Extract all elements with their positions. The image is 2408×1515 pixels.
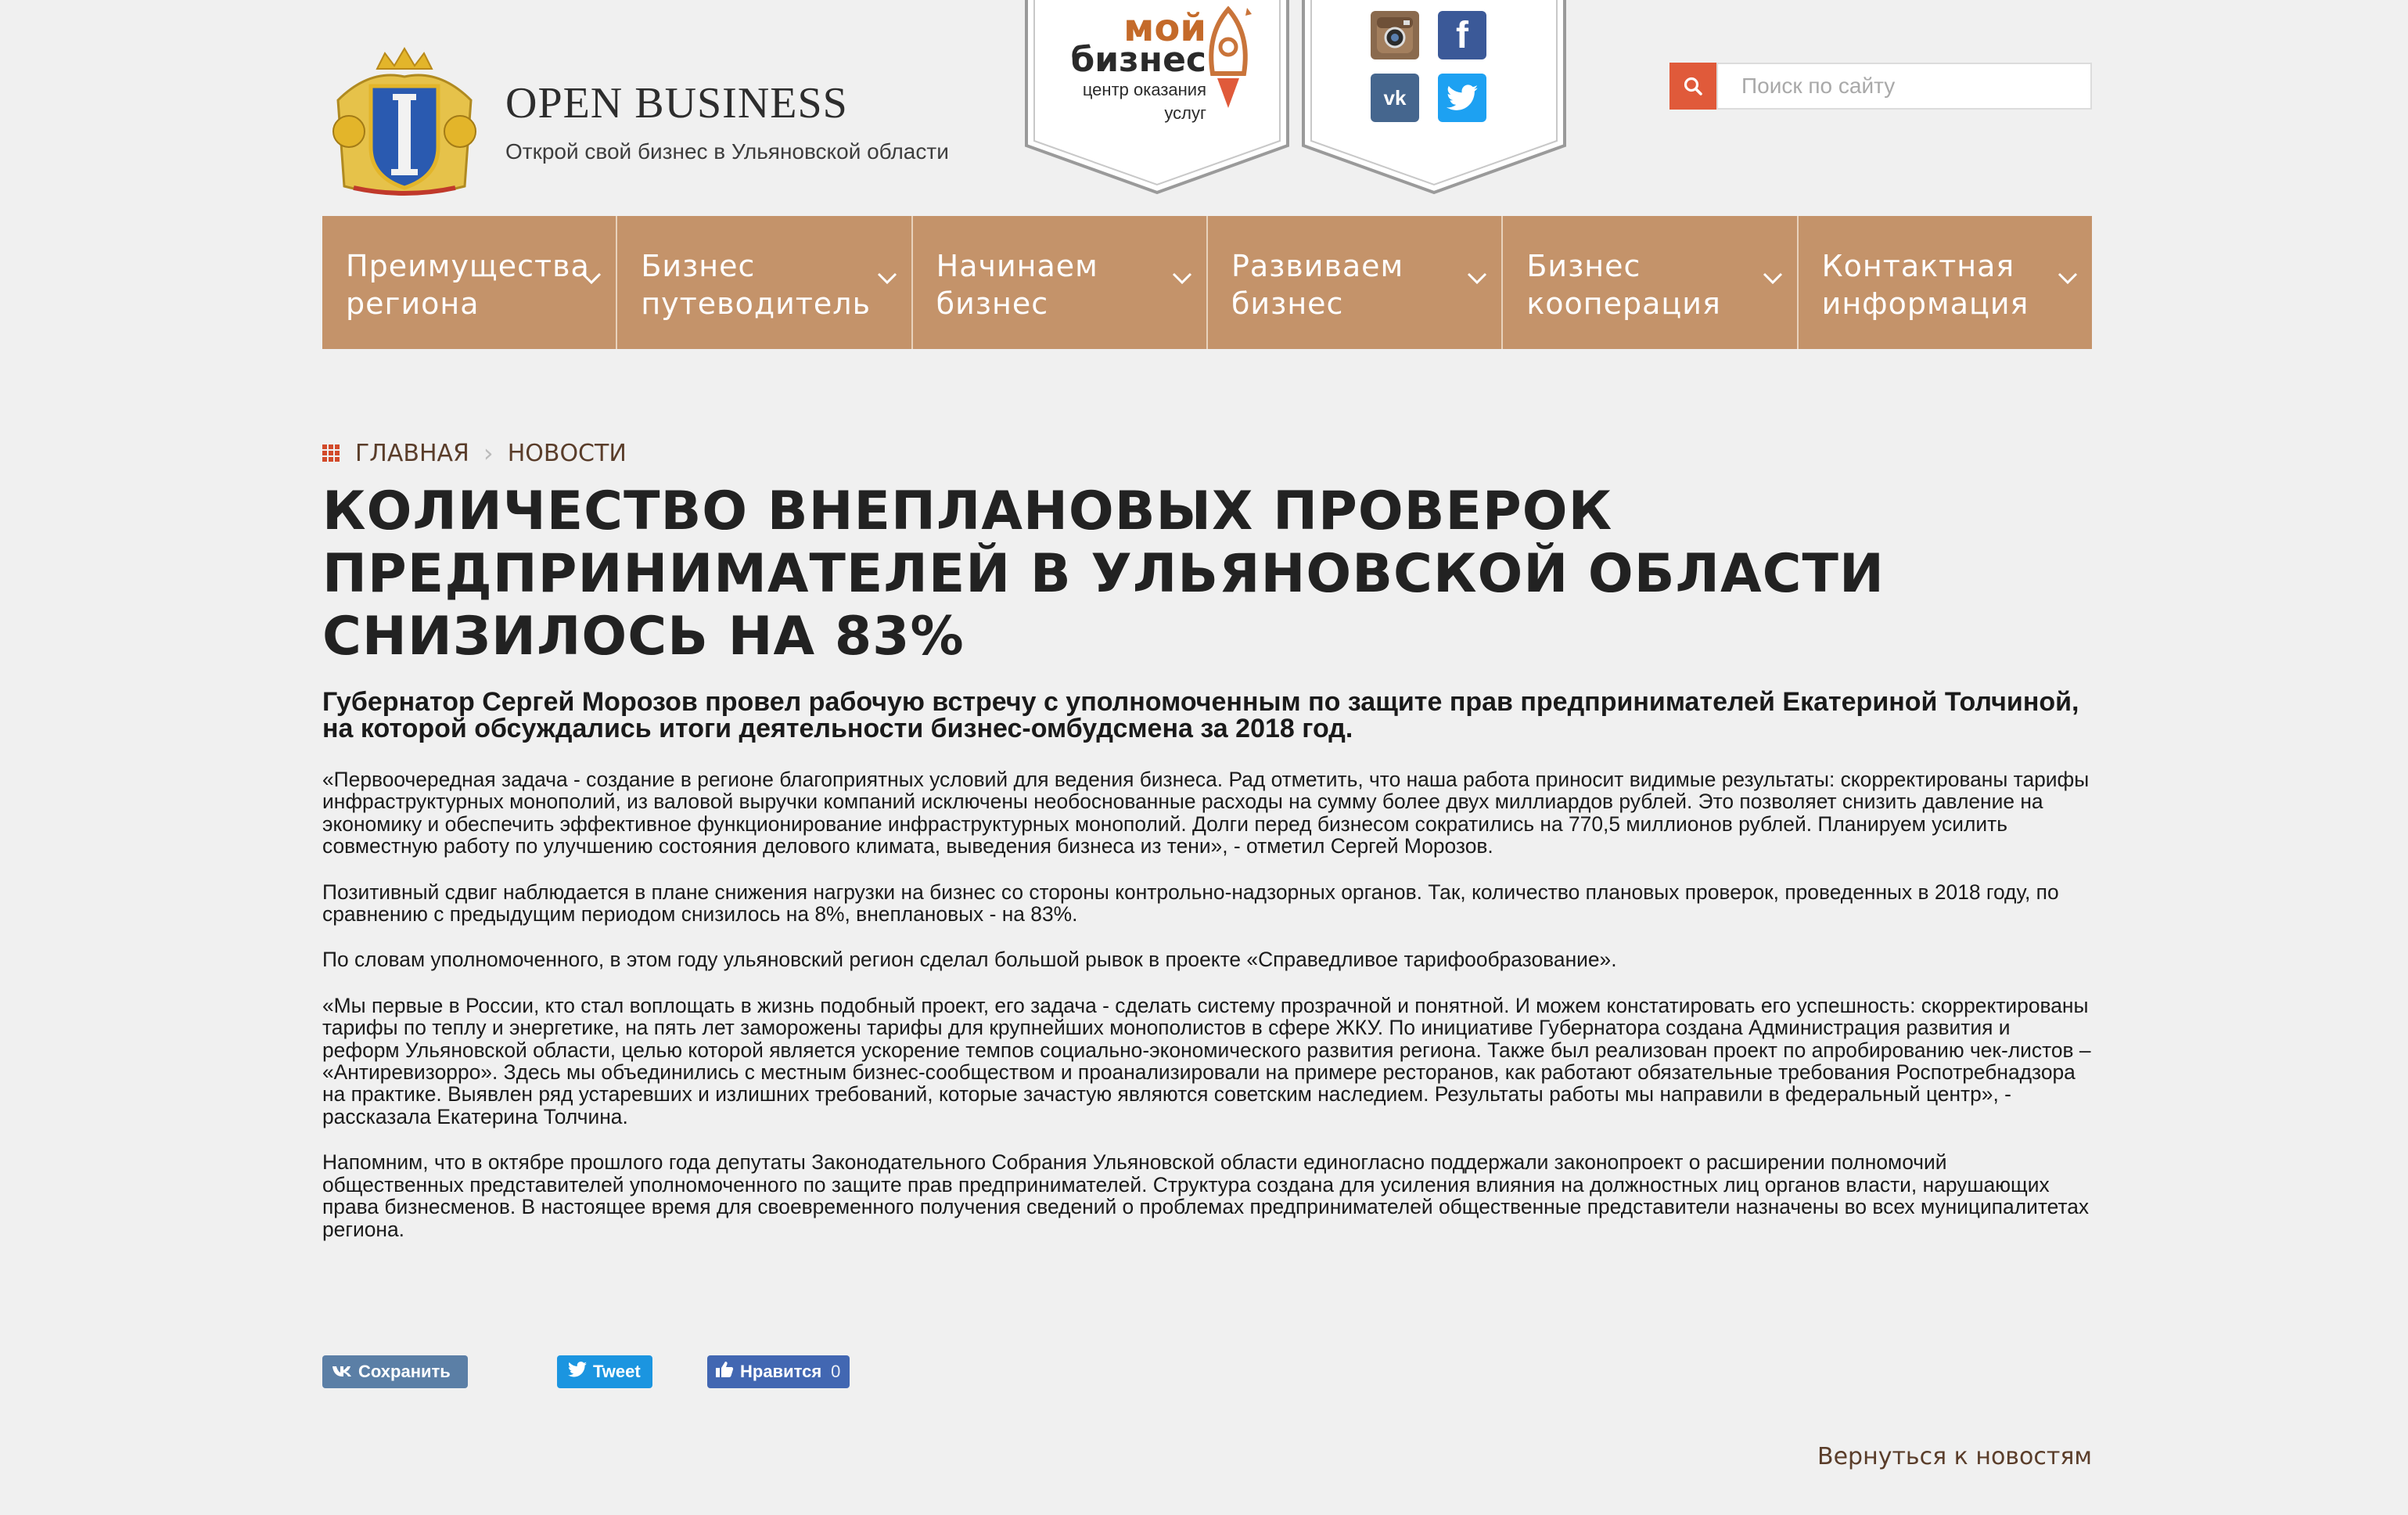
- chevron-down-icon: [1172, 272, 1192, 285]
- grid-icon: [322, 444, 340, 462]
- article-lead: Губернатор Сергей Морозов провел рабочую встречу с уполномоченным по защите прав предпринимателей Екатериной Толчиной, на которой обсуждались итоги деятельности бизнес-омбудсмена за 2018 год.: [322, 687, 2079, 743]
- tweet-button[interactable]: [557, 1355, 652, 1388]
- site-logo[interactable]: [322, 45, 949, 202]
- instagram-icon[interactable]: [1371, 11, 1419, 59]
- nav-item-label: Бизнес путеводитель: [641, 249, 871, 321]
- nav-item-label: Бизнес кооперация: [1526, 249, 1721, 321]
- nav-item-develop-business[interactable]: [1208, 216, 1503, 349]
- moi-biznes-badge[interactable]: [1023, 0, 1291, 196]
- back-to-news-link[interactable]: Вернуться к новостям: [1817, 1443, 2092, 1470]
- site-search: [1669, 63, 2092, 110]
- twitter-icon[interactable]: [1438, 74, 1486, 122]
- moi-biznes-line3: центр оказания: [1082, 80, 1206, 99]
- page-title: КОЛИЧЕСТВО ВНЕПЛАНОВЫХ ПРОВЕРОК ПРЕДПРИНИМАТЕЛЕЙ В УЛЬЯНОВСКОЙ ОБЛАСТИ СНИЗИЛОСЬ НА 83%: [322, 480, 1885, 668]
- article-paragraph: Напомним, что в октябре прошлого года депутаты Законодательного Собрания Ульяновской области единогласно поддержали законопроект о расширении полномочий общественных представителей уполномоченного по защите прав предпринимателей. Структура создана для усиления влияния на должностных лиц органов власти, нарушающих права бизнесменов. В настоящее время для своевременного получения сведений о проблемах предпринимателей общественные представители назначены во всех муниципалитетах региона.: [322, 1150, 2090, 1241]
- fb-like-button[interactable]: [707, 1355, 850, 1388]
- badge-frame: [1300, 0, 1568, 196]
- nav-item-business-guide[interactable]: [617, 216, 912, 349]
- breadcrumb-current[interactable]: НОВОСТИ: [507, 439, 627, 467]
- moi-biznes-line1: мой: [1123, 6, 1206, 50]
- search-button[interactable]: [1669, 63, 1716, 110]
- social-badge: [1300, 0, 1568, 196]
- vk-save-button[interactable]: [322, 1355, 468, 1388]
- chevron-down-icon: [1467, 272, 1487, 285]
- moi-biznes-line2: бизнес: [1070, 40, 1206, 80]
- nav-item-region-advantages[interactable]: [322, 216, 617, 349]
- article-paragraph: Позитивный сдвиг наблюдается в плане снижения нагрузки на бизнес со стороны контрольно-надзорных органов. Так, количество плановых проверок, проведенных в 2018 году, по сравнению с предыдущим периодом снизилось на 8%, внеплановых - на 83%.: [322, 880, 2059, 927]
- fb-like-label: Нравится: [740, 1362, 822, 1381]
- brand-name: OPEN BUSINESS: [505, 79, 848, 128]
- search-icon: [1683, 76, 1703, 96]
- nav-item-label: Контактная информация: [1821, 249, 2029, 321]
- article-paragraph: По словам уполномоченного, в этом году ульяновский регион сделал большой рывок в проекте «Справедливое тарифообразование».: [322, 948, 1617, 972]
- vk-icon[interactable]: [1371, 74, 1419, 122]
- chevron-down-icon: [2058, 272, 2078, 285]
- nav-item-start-business[interactable]: [913, 216, 1208, 349]
- nav-item-label: Развиваем бизнес: [1231, 249, 1404, 321]
- thumbs-up-icon: [715, 1361, 734, 1383]
- brand-text: [505, 81, 949, 164]
- rocket-icon: [1197, 3, 1260, 121]
- article-body: [322, 768, 2092, 1264]
- nav-item-label: Начинаем бизнес: [936, 249, 1098, 321]
- brand-subtitle: Открой свой бизнес в Ульяновской области: [505, 139, 949, 164]
- moi-biznes-text: [1050, 6, 1206, 124]
- vk-glyph: vk: [1383, 85, 1407, 110]
- twitter-icon: [568, 1362, 587, 1382]
- nav-item-business-cooperation[interactable]: [1503, 216, 1798, 349]
- tweet-label: Tweet: [593, 1362, 641, 1381]
- vk-save-label: Сохранить: [358, 1362, 451, 1381]
- nav-item-contacts[interactable]: [1799, 216, 2092, 349]
- fb-like-count: 0: [831, 1362, 841, 1381]
- article-paragraph: «Первоочередная задача - создание в регионе благоприятных условий для ведения бизнеса. Рад отметить, что наша работа приносит видимые результаты: скорректированы тарифы инфраструктурных монополий, из валовой выручки компаний исключены необоснованные расходы на сумму более двух миллиардов рублей. Это позволяет снизить давление на экономику и обеспечить эффективное функционирование инфраструктурных монополий. Долги перед бизнесом сократились на 770,5 миллионов рублей. Планируем усилить совместную работу по улучшению состояния делового климата, выведения бизнеса из тени», - отметил Сергей Морозов.: [322, 768, 2090, 858]
- vk-icon: [332, 1362, 352, 1382]
- facebook-icon[interactable]: [1438, 11, 1486, 59]
- chevron-down-icon: [877, 272, 897, 285]
- breadcrumb-separator: ›: [483, 438, 494, 468]
- main-nav: [322, 216, 2092, 349]
- search-input[interactable]: [1716, 63, 2092, 110]
- article-paragraph: «Мы первые в России, кто стал воплощать в жизнь подобный проект, его задача - сделать систему прозрачной и понятной. И можем констатировать его успешность: скорректированы тарифы по теплу и энергетике, на пять лет заморожены тарифы для крупнейших монополистов в сфере ЖКУ. По инициативе Губернатора создана Администрация развития и реформ Ульяновской области, целью которой является ускорение темпов социально-экономического развития региона. Также был реализован проект по апробированию чек-листов – «Антиревизорро». Здесь мы объединились с местным бизнес-сообществом и проанализировали на примере ресторанов, как работают обязательные требования Роспотребнадзора на практике. Выявлен ряд устаревших и излишних требований, которые зачастую являются советским наследием. Результаты работы мы направили в федеральный центр», - рассказала Екатерина Толчина.: [322, 993, 2091, 1128]
- coat-of-arms-icon: [322, 45, 487, 202]
- chevron-down-icon: [1763, 272, 1783, 285]
- breadcrumb-home[interactable]: ГЛАВНАЯ: [355, 439, 469, 467]
- nav-item-label: Преимущества региона: [346, 249, 590, 321]
- breadcrumb: [322, 438, 627, 468]
- chevron-down-icon: [581, 272, 602, 285]
- moi-biznes-line4: услуг: [1164, 103, 1206, 123]
- facebook-glyph: f: [1456, 14, 1468, 56]
